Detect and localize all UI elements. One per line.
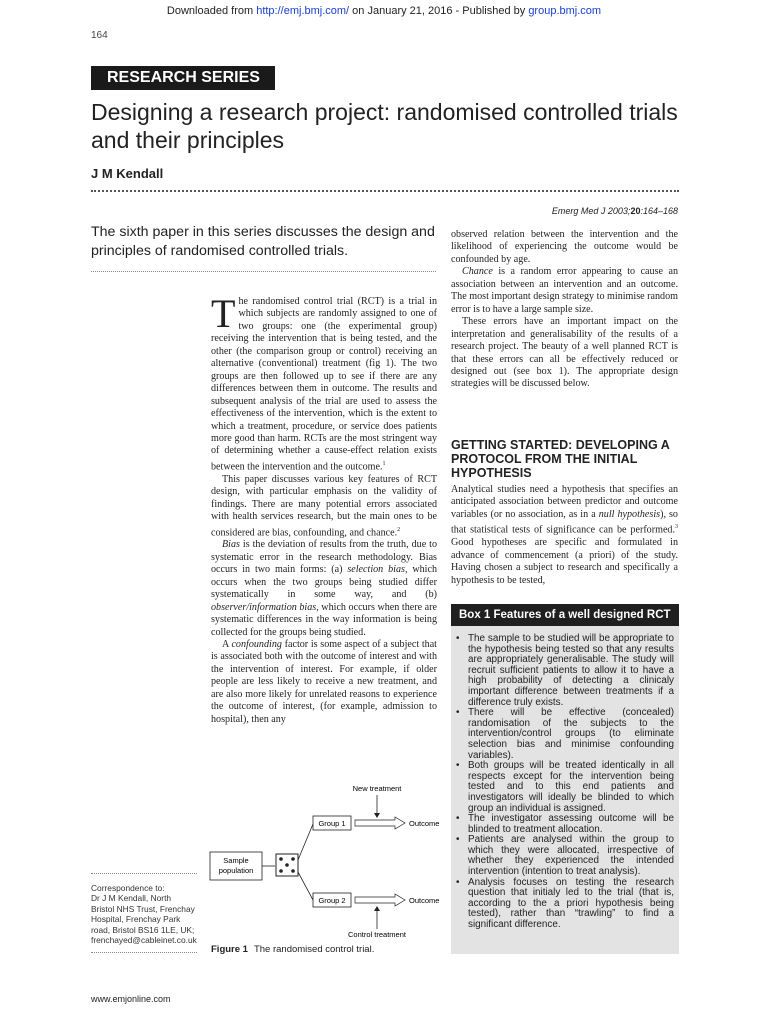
group2-outcome-arrow [355, 894, 405, 906]
group2-label: Group 2 [318, 896, 346, 905]
emj-link[interactable]: http://emj.bmj.com/ [256, 5, 350, 17]
page-number: 164 [91, 30, 108, 41]
paragraph: These errors have an important impact on the interpretation and generalisability of the results of a research project. The beauty of a well planned RCT is that these errors can all be effectively reduced or designed out (see box 1). The appropriate design strategies will be discussed below. [451, 316, 678, 390]
figure-caption: Figure 1 The randomised control trial. [211, 944, 375, 955]
outcome2-label: Outcome [409, 896, 440, 905]
correspondence: Correspondence to: Dr J M Kendall, North Bristol NHS Trust, Frenchay Hospital, Frenchay Park road, Bristol BS16 1LE, UK; frenchayed@cableinet.co.uk [91, 883, 206, 945]
paragraph: This paper discusses various key features of RCT design, with particular emphasis on the validity of findings. There are many potential errors associated with health services research, but the main ones to be considered are bias, confounding, and chance.$^2$ [211, 473, 437, 538]
list-item: • Analysis focuses on testing the research question that initialy led to the trial (that is, according to the a priori hypothesis being tested), rather than “trawling” to find a significant difference. [454, 878, 674, 931]
branch-line-upper [298, 824, 313, 860]
paragraph: Analytical studies need a hypothesis that specifies an anticipated association between predictor and outcome variables (or no association, as in a null hypothesis), so that statistical tests of significance can be performed.$^3$ Good hypotheses are specific and formulated in advance of commencement (a priori) of the study. Having chosen a subject to research and specifically a hypothesis to be tested, [451, 484, 678, 586]
control-treatment-label: Control treatment [348, 930, 406, 939]
paragraph: observed relation between the intervention and the likelihood of experiencing the outcome would be confounded by age. [451, 229, 678, 265]
box-list [454, 634, 674, 931]
section-heading: GETTING STARTED: DEVELOPING A PROTOCOL FROM THE INITIAL HYPOTHESIS [451, 438, 670, 480]
author: J M Kendall [91, 166, 164, 181]
paragraph: Bias is the deviation of results from the truth, due to systematic error in the research methodology. Bias occurs in two main forms: (a) selection bias, which occurs when the two groups being studied differ systematically in some way, and (b) observer/information bias, which occurs when there are systematic differences in the way information is being collected for the groups being studied. [211, 539, 438, 638]
series-label: RESEARCH SERIES [91, 66, 275, 90]
list-item: • Patients are analysed within the group to which they were allocated, irrespective of whether they experienced the intended intervention (intention to treat analysis). [454, 835, 674, 877]
list-item: • The investigator assessing outcome will be blinded to treatment allocation. [454, 814, 674, 835]
right-column-continued [451, 484, 678, 587]
branch-line-lower [298, 872, 313, 900]
list-item: • The sample to be studied will be appropriate to the hypothesis being tested so that any results are appropriately generalisable. The study will recruit sufficient patients to allow it to have a high probability of detecting a clinicaly important difference between treatments if a difference truly exists. [454, 634, 674, 708]
citation: Emerg Med J 2003;20:164–168 [551, 206, 678, 216]
arrowhead [374, 813, 380, 818]
group1-outcome-arrow [355, 817, 405, 829]
intro-abstract: The sixth paper in this series discusses the design and principles of randomised controlled trials. [91, 224, 435, 259]
left-column [211, 291, 438, 726]
right-column [451, 229, 678, 391]
corr-divider-bottom [91, 952, 197, 953]
box-title: Box 1 Features of a well designed RCT [451, 604, 679, 626]
paragraph: Chance is a random error appearing to cause an association between an intervention and an outcome. The most important design strategy to minimise random error is to have a large sample size. [451, 266, 678, 315]
article-title: Designing a research project: randomised controlled trials and their principles [91, 99, 678, 153]
figure-1-diagram [205, 778, 445, 943]
paragraph: The randomised control trial (RCT) is a trial in which subjects are randomly assigned to one of two groups: one (the experimental group) receiving the intervention that is being tested, and the other (the comparison group or control) receiving an alternative (conventional) treatment (fig 1). The two groups are then followed up to see if there are any differences between them in outcome. The results and subsequent analysis of the trial are used to assess the effectiveness of the intervention, which is the extent to which a treatment, procedure, or service does patients more good than harm. RCTs are the most stringent way of determining whether a cause-effect relation exists between the intervention and the outcome.$^1$ [211, 291, 437, 473]
intro-divider [91, 271, 436, 272]
outcome1-label: Outcome [409, 819, 440, 828]
new-treatment-label: New treatment [352, 784, 402, 793]
sample-label: Sample [223, 856, 249, 865]
arrowhead [374, 906, 380, 911]
drop-cap: T [211, 291, 236, 336]
footer-url[interactable]: www.emjonline.com [91, 994, 171, 1004]
paragraph: A confounding factor is some aspect of a subject that is associated both with the outcome of interest and with the intervention of interest. For example, if older people are less likely to receive a new treatment, and are also more likely for unrelated reasons to experience the outcome of interest, (for example, admission to hospital), then any [211, 638, 437, 725]
header-divider [91, 190, 679, 192]
list-item: • There will be effective (concealed) randomisation of the subjects to the intervention/control groups (to eliminate selection bias and minimise confounding variables). [454, 708, 674, 761]
group1-label: Group 1 [318, 819, 346, 828]
population-label: population [218, 866, 254, 875]
list-item: • Both groups will be treated identically in all respects except for the intervention being tested and to this end patients and investigators will ideally be blinded to which group an individual is assigned. [454, 761, 674, 814]
email-link[interactable]: frenchayed@cableinet.co.uk [91, 935, 197, 946]
corr-divider-top [91, 873, 197, 874]
download-notice: Downloaded from http://emj.bmj.com/ on January 21, 2016 - Published by group.bmj.com [166, 5, 602, 17]
group-bmj-link[interactable]: group.bmj.com [528, 5, 602, 17]
